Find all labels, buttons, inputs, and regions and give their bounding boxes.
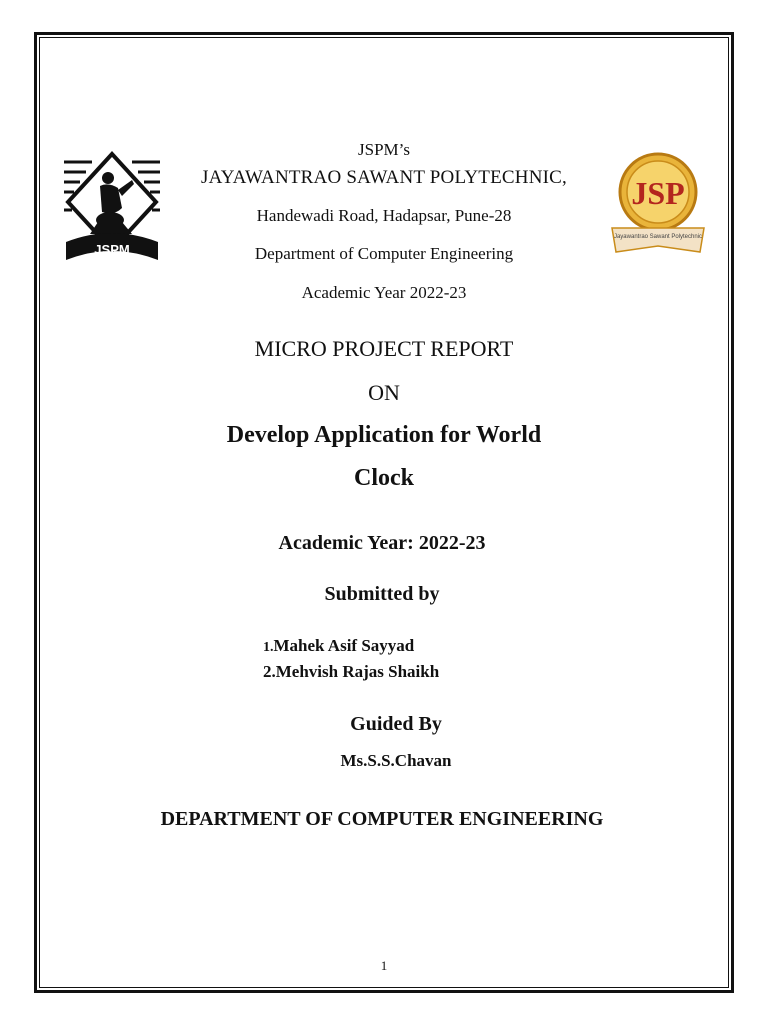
academic-year-header: Academic Year 2022-23 — [301, 283, 467, 302]
member-list — [263, 634, 439, 684]
report-heading: MICRO PROJECT REPORT — [254, 336, 514, 361]
jspm-logo-text: JSPM — [94, 242, 130, 257]
academic-year: Academic Year: 2022-23 — [278, 532, 486, 554]
member-item — [263, 634, 439, 660]
member-name: Mehvish Rajas Shaikh — [275, 662, 440, 681]
member-number: 2. — [263, 662, 276, 681]
footer-department: DEPARTMENT OF COMPUTER ENGINEERING — [160, 808, 604, 830]
jsp-logo-text: JSP — [631, 175, 685, 211]
org-name: JSPM’s — [358, 140, 410, 159]
project-title-line1: Develop Application for World — [226, 422, 542, 448]
jsp-logo-ribbon: Jayawantrao Sawant Polytechnic — [613, 234, 703, 240]
college-name: JAYAWANTRAO SAWANT POLYTECHNIC, — [201, 167, 567, 188]
member-item — [263, 660, 439, 684]
page-number: 1 — [380, 958, 388, 973]
department-name: Department of Computer Engineering — [254, 244, 514, 263]
report-on: ON — [368, 380, 400, 405]
guided-by-label: Guided By — [350, 713, 442, 735]
submitted-by-label: Submitted by — [324, 583, 440, 605]
guide-name: Ms.S.S.Chavan — [340, 751, 452, 770]
member-name: Mahek Asif Sayyad — [273, 636, 415, 655]
project-title-line2: Clock — [354, 465, 414, 491]
member-number: 1. — [263, 640, 274, 655]
college-address: Handewadi Road, Hadapsar, Pune-28 — [256, 206, 512, 225]
